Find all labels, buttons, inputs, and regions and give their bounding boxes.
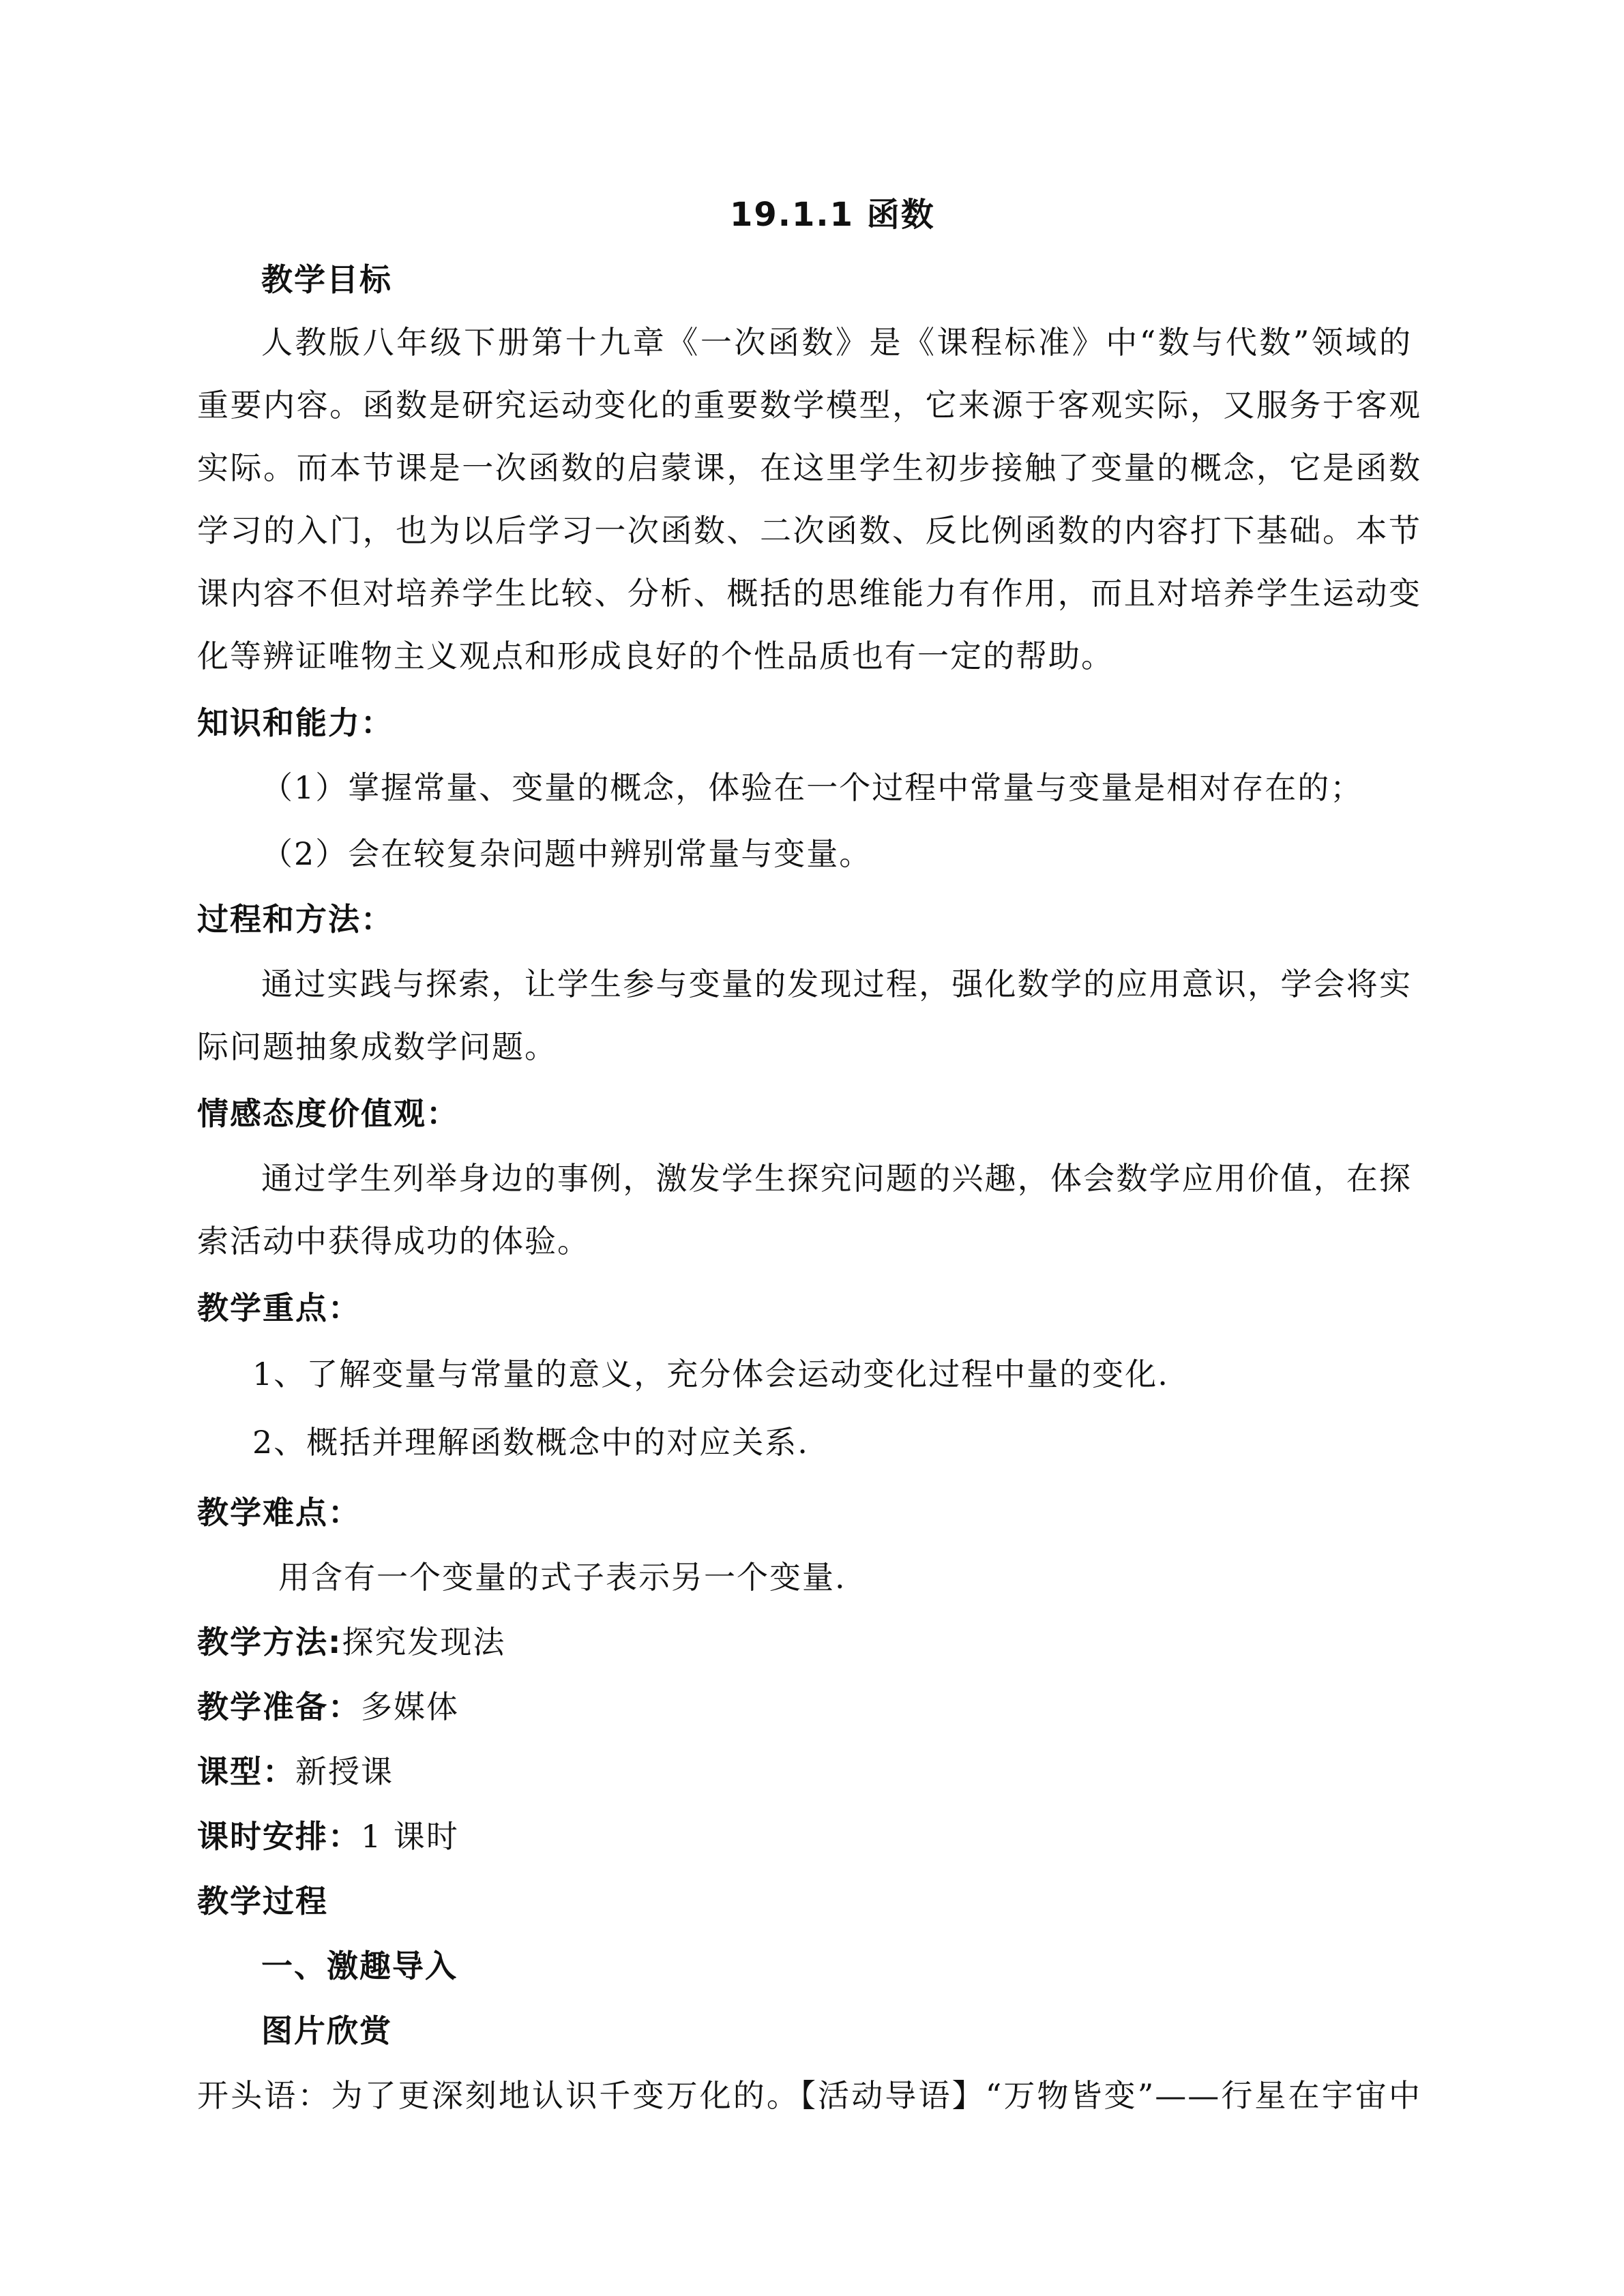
schedule-row	[197, 1816, 459, 1857]
preparation-label: 教学准备：	[197, 1688, 361, 1725]
preparation-row	[197, 1686, 459, 1727]
intro-line-5: 课内容不但对培养学生比较、分析、概括的思维能力有作用，而且对培养学生运动变	[197, 575, 1421, 612]
emotion-line-1: 通过学生列举身边的事例，激发学生探究问题的兴趣，体会数学应用价值，在探	[261, 1160, 1412, 1197]
picture-heading: 图片欣赏	[261, 2012, 392, 2049]
process-section-heading: 教学过程	[197, 1883, 328, 1920]
knowledge-item-2: （2）会在较复杂问题中辨别常量与变量。	[261, 835, 872, 872]
process-line-2: 际问题抽象成数学问题。	[197, 1028, 557, 1065]
knowledge-item-1: （1）掌握常量、变量的概念，体验在一个过程中常量与变量是相对存在的；	[261, 769, 1363, 806]
lesson-type-row	[197, 1751, 394, 1792]
process-heading: 过程和方法：	[197, 901, 394, 938]
key-point-1: 1、了解变量与常量的意义，充分体会运动变化过程中量的变化.	[252, 1356, 1169, 1392]
objectives-heading: 教学目标	[261, 261, 392, 298]
intro-line-6: 化等辨证唯物主义观点和形成良好的个性品质也有一定的帮助。	[197, 638, 1114, 674]
intro-line-1: 人教版八年级下册第十九章《一次函数》是《课程标准》中“数与代数”领域的	[261, 324, 1412, 361]
intro-line-3: 实际。而本节课是一次函数的启蒙课，在这里学生初步接触了变量的概念，它是函数	[197, 449, 1421, 486]
process-line-1: 通过实践与探索，让学生参与变量的发现过程，强化数学的应用意识，学会将实	[261, 966, 1412, 1002]
method-label: 教学方法:	[197, 1624, 342, 1660]
emotion-line-2: 索活动中获得成功的体验。	[197, 1223, 590, 1259]
opening-line: 开头语：为了更深刻地认识千变万化的。【活动导语】“万物皆变”——行星在宇宙中	[197, 2077, 1421, 2114]
schedule-label: 课时安排：	[197, 1818, 361, 1855]
knowledge-heading: 知识和能力：	[197, 704, 394, 741]
method-value: 探究发现法	[342, 1624, 506, 1660]
preparation-value: 多媒体	[361, 1688, 459, 1725]
lesson-type-label: 课型：	[197, 1753, 295, 1790]
lesson-type-value: 新授课	[295, 1753, 394, 1790]
schedule-value: 1 课时	[361, 1818, 459, 1855]
difficulty-text: 用含有一个变量的式子表示另一个变量.	[278, 1559, 846, 1596]
key-point-2: 2、概括并理解函数概念中的对应关系.	[252, 1424, 809, 1461]
key-points-heading: 教学重点：	[197, 1289, 361, 1326]
intro-line-2: 重要内容。函数是研究运动变化的重要数学模型，它来源于客观实际，又服务于客观	[197, 387, 1421, 423]
emotion-heading: 情感态度价值观：	[197, 1095, 459, 1132]
method-row	[197, 1622, 505, 1663]
document-title: 19.1.1 函数	[730, 196, 935, 234]
section-one-heading: 一、激趣导入	[261, 1948, 458, 1984]
difficulty-heading: 教学难点：	[197, 1494, 361, 1531]
intro-line-4: 学习的入门，也为以后学习一次函数、二次函数、反比例函数的内容打下基础。本节	[197, 512, 1421, 549]
